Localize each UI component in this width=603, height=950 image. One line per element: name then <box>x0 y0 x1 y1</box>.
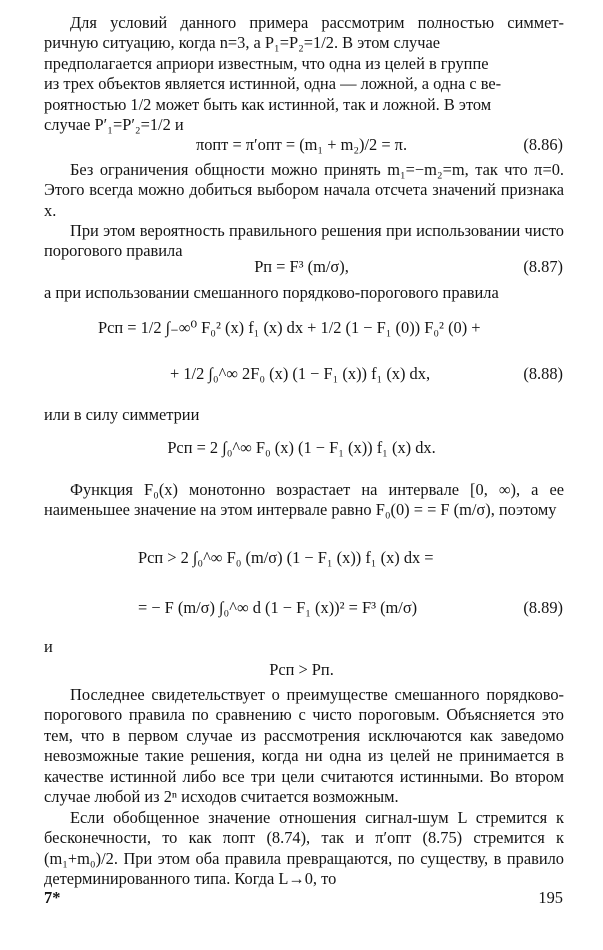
equation-8-87: Pп = F³ (m/σ), <box>254 257 349 276</box>
equation-8-89-line-2: = − F (m/σ) ∫₀^∞ d (1 − F₁ (x))² = F³ (m/σ) <box>138 598 418 617</box>
p1-line-4: из трех объектов является истинной, одна — ложной, а одна с ве- <box>44 74 502 94</box>
p1-line-1: Для условий данного примера рассмотрим полностью симмет- <box>70 13 564 32</box>
p1-line-5: роятностью 1/2 может быть как истинной, так и ложной. В этом <box>44 94 492 114</box>
paragraph-6: Функция F₀(x) монотонно возрастает на интервале [0, ∞), а ее наименьшее значение на этом интервале равно F₀(0) = = F (m/σ), поэтому <box>44 480 564 520</box>
and-word: и <box>44 637 53 656</box>
equation-8-89-line-1: Pсп > 2 ∫₀^∞ F₀ (m/σ) (1 − F₁ (x)) f₁ (x) dx = <box>138 548 434 567</box>
equation-8-86: πопт = π′опт = (m₁ + m₂)/2 = π. <box>195 135 408 154</box>
paragraph-2: Без ограничения общности можно принять m₁=−m₂=m, так что π=0. Этого всегда можно добиться выбором начала отсчета значений признака x. <box>44 160 564 220</box>
equation-8-88-line-1: Pсп = 1/2 ∫₋∞⁰ F₀² (x) f₁ (x) dx + 1/2 (1 − F₁ (0)) F₀² (0) + <box>98 318 481 337</box>
p1-line-2: ричную ситуацию, когда n=3, а P₁=P₂=1/2. В этом случае <box>44 33 440 53</box>
p1-line-3: предполагается априори известным, что одна из целей в группе <box>44 53 489 73</box>
paragraph-7: Последнее свидетельствует о преимуществе смешанного порядково-порогового правила по сравнению с чисто пороговым. Объясняется это тем, что в первом случае из рассмотрения исключаются как заведомо невозможные такие решения, когда ни одна из целей не принимается в качестве истинной либо все три цели считаются истинными. Во втором случае любой из 2ⁿ исходов считается возможным. <box>44 685 564 807</box>
equation-number-8-87: (8.87) <box>523 257 563 276</box>
equation-number-8-86: (8.86) <box>523 135 563 154</box>
equation-number-8-88: (8.88) <box>523 364 563 383</box>
equation-8-88-line-2: + 1/2 ∫₀^∞ 2F₀ (x) (1 − F₁ (x)) f₁ (x) dx, <box>170 364 431 383</box>
paragraph-4: а при использовании смешанного порядково-порогового правила <box>44 283 499 302</box>
paragraph-1 <box>44 13 564 135</box>
equation-inequality: Pсп > Pп. <box>269 660 334 679</box>
paragraph-3: При этом вероятность правильного решения при использовании чисто порогового правила <box>44 221 564 261</box>
paragraph-8: Если обобщенное значение отношения сигнал-шум L стремится к бесконечности, то как πопт (8.74), так и π′опт (8.75) стремится к (m₁+m₀)/2. При этом оба правила превращаются, по существу, в правило детерминированного типа. Когда L→0, то <box>44 808 564 889</box>
paragraph-5: или в силу симметрии <box>44 405 200 424</box>
signature-mark: 7* <box>44 888 61 907</box>
page-number: 195 <box>538 888 563 907</box>
equation-symmetric: Pсп = 2 ∫₀^∞ F₀ (x) (1 − F₁ (x)) f₁ (x) dx. <box>167 438 436 457</box>
equation-number-8-89: (8.89) <box>523 598 563 617</box>
p1-line-6: случае P′₁=P′₂=1/2 и <box>44 115 184 135</box>
